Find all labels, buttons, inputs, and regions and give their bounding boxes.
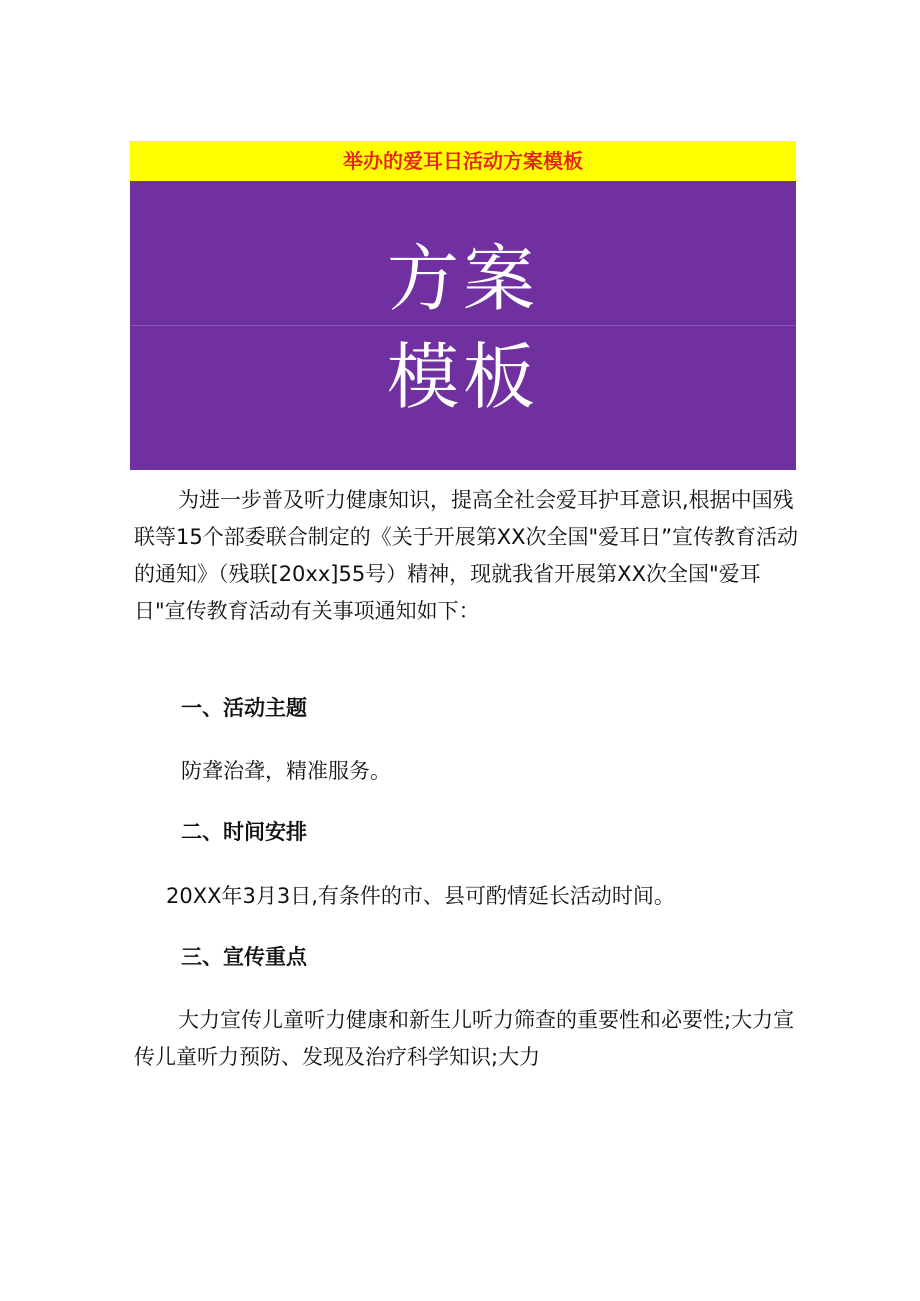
section-heading-focus: 三、宣传重点 xyxy=(181,945,307,969)
cover-word-fangan: 方案 xyxy=(386,237,539,321)
section-heading-schedule: 二、时间安排 xyxy=(181,820,307,844)
cover-block xyxy=(130,181,796,470)
document-title-banner: 举办的爱耳日活动方案模板 xyxy=(130,141,796,181)
cover-word-muban: 模板 xyxy=(386,335,539,419)
section-heading-theme: 一、活动主题 xyxy=(181,696,307,720)
section-text-theme: 防聋治聋，精准服务。 xyxy=(181,759,391,783)
cover-divider xyxy=(130,325,796,326)
section-text-focus: 大力宣传儿童听力健康和新生儿听力筛查的重要性和必要性;大力宣传儿童听力预防、发现及治疗科学知识;大力 xyxy=(134,1008,795,1069)
intro-paragraph: 为进一步普及听力健康知识，提高全社会爱耳护耳意识,根据中国残联等15个部委联合制定的《关于开展第XX次全国"爱耳日”宣传教育活动的通知》（残联[20xx]55号）精神，现就我省开展第XX次全国"爱耳日"宣传教育活动有关事项通知如下： xyxy=(134,488,799,623)
section-text-schedule: 20XX年3月3日,有条件的市、县可酌情延长活动时间。 xyxy=(166,884,675,908)
